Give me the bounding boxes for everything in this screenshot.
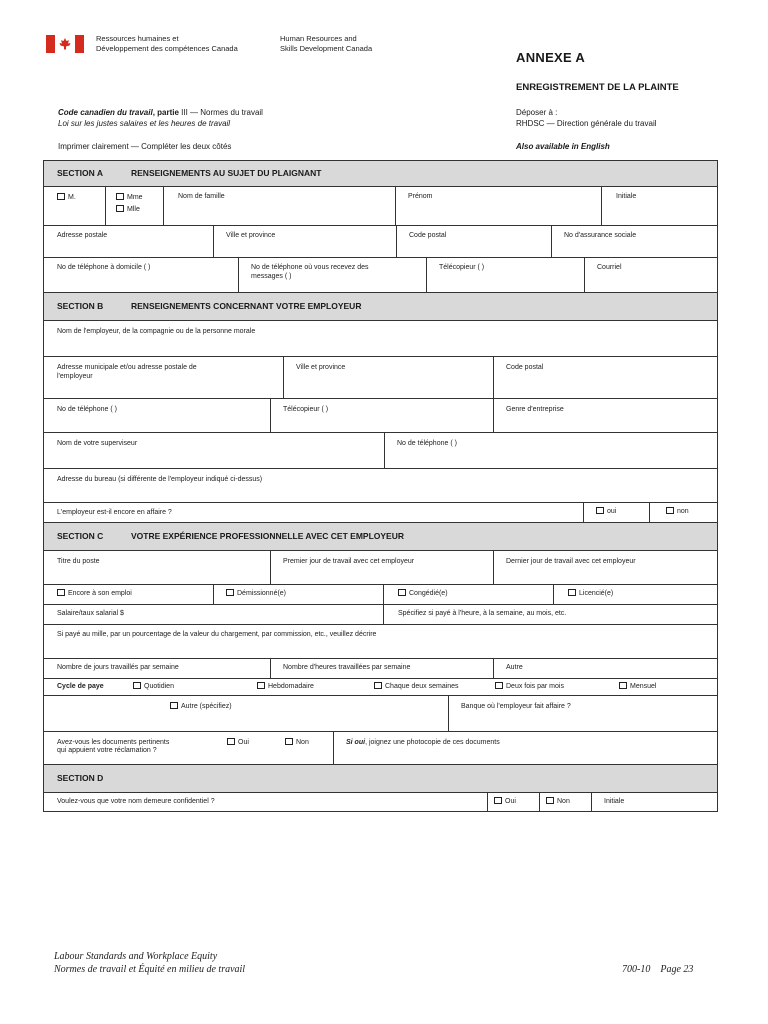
affaire-question-cell [43, 503, 583, 522]
licencie-cell [553, 585, 718, 604]
imprimer-label: Imprimer clairement — Compléter les deux côtés [58, 142, 232, 151]
section-a-name-row [43, 186, 718, 225]
dept-en [280, 34, 372, 54]
hebdo-checkbox[interactable] [257, 682, 265, 689]
dernier-jour-field[interactable] [493, 551, 718, 584]
autre-label: Autre [506, 664, 523, 671]
dept-fr-line-1: Ressources humaines et [96, 34, 179, 43]
demissionne-label: Démissionné(e) [237, 590, 287, 597]
telecopieur-b-field[interactable] [270, 399, 493, 432]
encore-cell [43, 585, 213, 604]
section-d-code: SECTION D [57, 773, 104, 783]
confidentiel-initiale-label: Initiale [604, 798, 625, 805]
jours-field[interactable] [43, 659, 270, 678]
telecopieur-a-label: Télécopieur ( ) [439, 264, 485, 271]
section-b-supervisor-row [43, 432, 718, 468]
quotidien-checkbox[interactable] [133, 682, 141, 689]
mensuel-checkbox[interactable] [619, 682, 627, 689]
tel-employeur-label: No de téléphone ( ) [57, 406, 117, 413]
tel-superviseur-label: No de téléphone ( ) [397, 440, 457, 447]
conge-cell [383, 585, 553, 604]
m-checkbox[interactable] [57, 193, 65, 200]
ville-province-label: Ville et province [226, 232, 276, 239]
titre-poste-label: Titre du poste [57, 558, 100, 565]
english-label: Also available in English [516, 142, 610, 151]
docs-oui-checkbox[interactable] [227, 738, 235, 745]
affaire-question-label: L'employeur est-il encore en affaire ? [57, 509, 172, 516]
mlle-label: Mlle [127, 206, 140, 213]
footer-line-1: Labour Standards and Workplace Equity [54, 951, 218, 962]
adresse-bureau-label: Adresse du bureau (si différente de l'employeur indiqué ci-dessus) [57, 476, 263, 483]
banque-field[interactable] [448, 696, 718, 731]
autre-spec-checkbox[interactable] [170, 702, 178, 709]
demissionne-cell [213, 585, 383, 604]
m-label: M. [68, 194, 76, 201]
section-c-docs-row [43, 731, 718, 764]
docs-oui-label: Oui [238, 739, 249, 746]
affaire-oui-checkbox[interactable] [596, 507, 604, 514]
dernier-jour-label: Dernier jour de travail avec cet employeur [506, 558, 636, 565]
docs-non-label: Non [296, 739, 309, 746]
initiale-field[interactable] [601, 187, 718, 225]
confidentiel-oui-cell [487, 793, 539, 811]
nom-employeur-field[interactable] [43, 320, 718, 356]
ville-province-field[interactable] [213, 226, 396, 257]
code-line [58, 108, 263, 118]
superviseur-field[interactable] [43, 433, 384, 468]
section-c-bank-row [43, 695, 718, 731]
confidentiel-label: Voulez-vous que votre nom demeure confidentiel ? [57, 798, 215, 805]
superviseur-label: Nom de votre superviseur [57, 440, 138, 447]
demissionne-checkbox[interactable] [226, 589, 234, 596]
code-postal-field[interactable] [396, 226, 551, 257]
complaint-form [43, 160, 718, 812]
encore-checkbox[interactable] [57, 589, 65, 596]
heures-label: Nombre d'heures travaillées par semaine [283, 664, 411, 671]
section-d-header [43, 764, 718, 792]
premier-jour-label: Premier jour de travail avec cet employeur [283, 558, 415, 565]
section-b-phone-row [43, 398, 718, 432]
mme-label: Mme [127, 194, 143, 201]
nom-famille-field[interactable] [163, 187, 395, 225]
confidentiel-cell [43, 793, 487, 811]
code-postal-employeur-field[interactable] [493, 357, 718, 398]
dept-fr-line-2: Développement des compétences Canada [96, 44, 238, 53]
footer-right [622, 963, 693, 976]
docs-cell [43, 732, 333, 764]
si-oui-rest: , joignez une photocopie de ces documents [365, 739, 500, 746]
section-c-status-row [43, 584, 718, 604]
tel-superviseur-field[interactable] [384, 433, 718, 468]
genre-entreprise-label: Genre d'entreprise [506, 406, 564, 413]
nas-field[interactable] [551, 226, 718, 257]
section-a-title: RENSEIGNEMENTS AU SUJET DU PLAIGNANT [131, 168, 322, 178]
code-line-name: Code canadien du travail [58, 108, 153, 117]
section-b-address-row [43, 356, 718, 398]
section-b-code: SECTION B [57, 301, 104, 311]
docs-label-2: qui appuient votre réclamation ? [57, 747, 157, 754]
section-d-row [43, 792, 718, 812]
autre-field[interactable] [493, 659, 718, 678]
deux-fois-checkbox[interactable] [495, 682, 503, 689]
adresse-employeur-label-2: l'employeur [57, 373, 93, 380]
licencie-checkbox[interactable] [568, 589, 576, 596]
section-a-code: SECTION A [57, 168, 103, 178]
deposer-label: Déposer à : [516, 108, 558, 117]
licencie-label: Licencié(e) [579, 590, 614, 597]
jours-label: Nombre de jours travaillés par semaine [57, 664, 179, 671]
conge-checkbox[interactable] [398, 589, 406, 596]
code-postal-label: Code postal [409, 232, 447, 239]
section-c-cycle-row [43, 678, 718, 695]
ville-employeur-label: Ville et province [296, 364, 346, 371]
mille-label: Si payé au mille, par un pourcentage de la valeur du chargement, par commission, etc., veuillez décrire [57, 631, 377, 638]
genre-entreprise-field[interactable] [493, 399, 718, 432]
courriel-label: Courriel [597, 264, 622, 271]
footer-left [54, 950, 245, 976]
section-b-affaire-row [43, 502, 718, 522]
loi-line: Loi sur les justes salaires et les heures de travail [58, 119, 231, 128]
hebdo-label: Hebdomadaire [268, 683, 314, 690]
dept-en-line-1: Human Resources and [280, 34, 357, 43]
si-oui-bold: Si oui [346, 739, 366, 746]
nom-famille-label: Nom de famille [178, 193, 225, 200]
telecopieur-a-field[interactable] [426, 258, 584, 292]
footer-line-2: Normes de travail et Équité en milieu de travail [54, 964, 246, 975]
section-c-title: VOTRE EXPÉRIENCE PROFESSIONNELLE AVEC CET EMPLOYEUR [131, 531, 404, 541]
code-postal-employeur-label: Code postal [506, 364, 544, 371]
nas-label: No d'assurance sociale [564, 232, 637, 239]
adresse-employeur-field[interactable] [43, 357, 283, 398]
initiale-label: Initiale [616, 193, 637, 200]
section-a-header [43, 160, 718, 186]
banque-label: Banque où l'employeur fait affaire ? [461, 703, 571, 710]
heures-field[interactable] [270, 659, 493, 678]
affaire-non-label: non [677, 508, 689, 515]
nom-employeur-label: Nom de l'employeur, de la compagnie ou de la personne morale [57, 328, 256, 335]
docs-non-checkbox[interactable] [285, 738, 293, 745]
premier-jour-field[interactable] [270, 551, 493, 584]
confidentiel-non-label: Non [557, 798, 570, 805]
adresse-bureau-field[interactable] [43, 468, 718, 502]
adresse-postale-label: Adresse postale [57, 232, 108, 239]
salaire-label: Salaire/taux salarial $ [57, 610, 124, 617]
deux-semaines-label: Chaque deux semaines [385, 683, 459, 690]
mille-field[interactable] [43, 624, 718, 658]
dept-fr [96, 34, 238, 54]
section-c-header [43, 522, 718, 550]
tel-domicile-field[interactable] [43, 258, 238, 292]
section-a-phone-row [43, 257, 718, 292]
prenom-field[interactable] [395, 187, 601, 225]
encore-label: Encore à son emploi [68, 590, 132, 597]
confidentiel-non-checkbox[interactable] [546, 797, 554, 804]
section-b-title: RENSEIGNEMENTS CONCERNANT VOTRE EMPLOYEUR [131, 301, 362, 311]
code-line-partie: , partie [152, 108, 179, 117]
quotidien-label: Quotidien [144, 683, 174, 690]
footer-form-code: 700-10 [622, 964, 651, 975]
section-c-hours-row [43, 658, 718, 678]
tel-messages-field[interactable] [238, 258, 426, 292]
specifiez-field[interactable] [383, 605, 718, 624]
adresse-postale-field[interactable] [43, 226, 213, 257]
adresse-employeur-label-1: Adresse municipale et/ou adresse postale de [57, 364, 197, 371]
tel-domicile-label: No de téléphone à domicile ( ) [57, 264, 151, 271]
form-title: ENREGISTREMENT DE LA PLAINTE [516, 82, 679, 93]
si-oui-cell [333, 732, 718, 764]
titre-poste-field[interactable] [43, 551, 270, 584]
confidentiel-initiale-field[interactable] [591, 793, 718, 811]
affaire-oui-label: oui [607, 508, 617, 515]
affaire-non-cell [649, 503, 718, 522]
deux-fois-label: Deux fois par mois [506, 683, 564, 690]
confidentiel-oui-label: Oui [505, 798, 516, 805]
footer-page-number: Page 23 [660, 964, 694, 975]
mme-checkbox[interactable] [116, 193, 124, 200]
canada-flag-icon [46, 35, 84, 53]
docs-label-1: Avez-vous les documents pertinents [57, 739, 170, 746]
cycle-paye-label: Cycle de paye [57, 683, 104, 690]
deux-semaines-checkbox[interactable] [374, 682, 382, 689]
salaire-field[interactable] [43, 605, 383, 624]
mensuel-label: Mensuel [630, 683, 657, 690]
telecopieur-b-label: Télécopieur ( ) [283, 406, 329, 413]
affaire-oui-cell [583, 503, 649, 522]
section-c-salary-row [43, 604, 718, 624]
mlle-checkbox[interactable] [116, 205, 124, 212]
section-c-code: SECTION C [57, 531, 104, 541]
tel-messages-label-2: messages ( ) [251, 273, 292, 280]
autre-spec-cell [43, 696, 448, 731]
confidentiel-oui-checkbox[interactable] [494, 797, 502, 804]
code-line-rest: III — Normes du travail [178, 108, 263, 117]
title-m-cell [43, 187, 105, 225]
specifiez-label: Spécifiez si payé à l'heure, à la semaine, au mois, etc. [398, 610, 567, 617]
section-a-address-row [43, 225, 718, 257]
rhdsc-label: RHDSC — Direction générale du travail [516, 119, 657, 128]
section-b-header [43, 292, 718, 320]
dept-en-line-2: Skills Development Canada [280, 44, 373, 53]
ville-employeur-field[interactable] [283, 357, 493, 398]
affaire-non-checkbox[interactable] [666, 507, 674, 514]
conge-label: Congédié(e) [409, 590, 448, 597]
section-c-dates-row [43, 550, 718, 584]
courriel-field[interactable] [584, 258, 718, 292]
prenom-label: Prénom [408, 193, 433, 200]
tel-employeur-field[interactable] [43, 399, 270, 432]
confidentiel-non-cell [539, 793, 591, 811]
title-mme-cell [105, 187, 163, 225]
autre-spec-label: Autre (spécifiez) [181, 703, 232, 710]
tel-messages-label-1: No de téléphone où vous recevez des [251, 264, 369, 271]
annexe-title: ANNEXE A [516, 50, 586, 65]
